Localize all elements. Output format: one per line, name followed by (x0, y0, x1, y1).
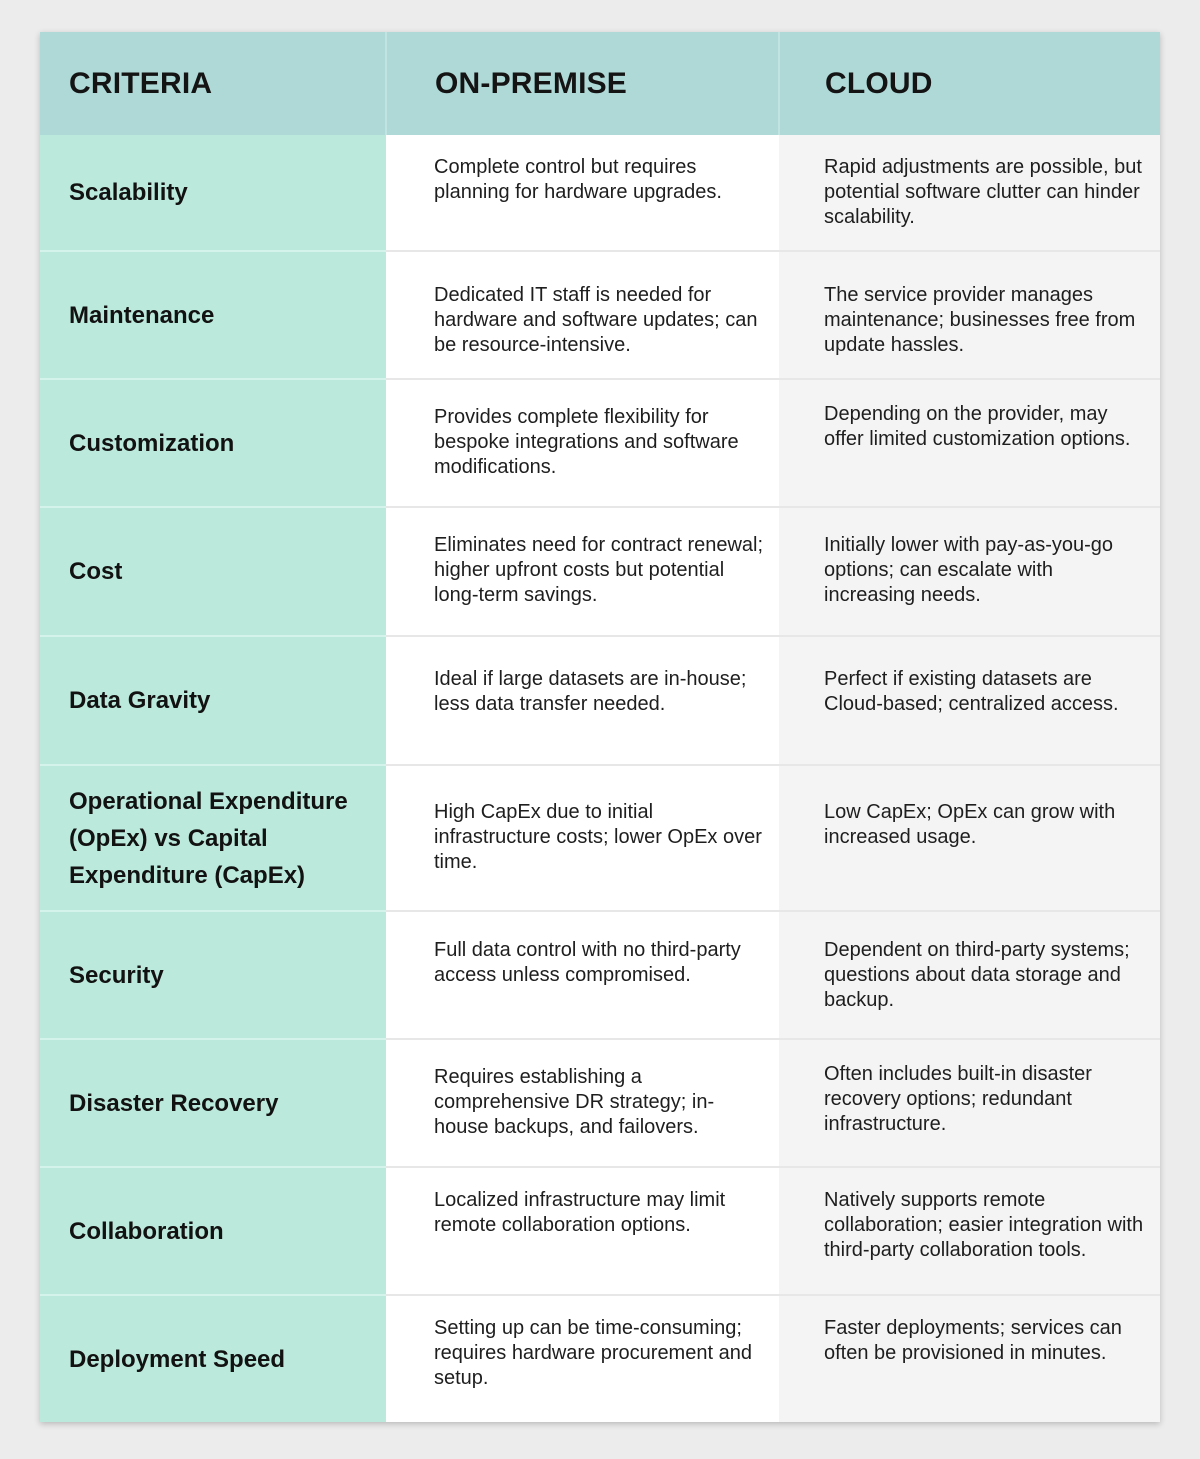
row-cloud: Perfect if existing datasets are Cloud-based; centralized access. (779, 636, 1160, 765)
row-on-premise: Ideal if large datasets are in-house; less data transfer needed. (386, 636, 779, 765)
row-criteria: Customization (40, 379, 386, 507)
row-cloud: Faster deployments; services can often be provisioned in minutes. (779, 1295, 1160, 1422)
row-cloud: Rapid adjustments are possible, but potential software clutter can hinder scalability. (779, 135, 1160, 251)
row-cloud: Initially lower with pay-as-you-go options; can escalate with increasing needs. (779, 507, 1160, 636)
row-cloud: The service provider manages maintenance; businesses free from update hassles. (779, 251, 1160, 379)
row-cloud: Natively supports remote collaboration; easier integration with third-party collaboration tools. (779, 1167, 1160, 1295)
header-row (40, 32, 1160, 135)
row-criteria: Deployment Speed (40, 1295, 386, 1422)
table-row (40, 1167, 1160, 1295)
row-on-premise: Dedicated IT staff is needed for hardware and software updates; can be resource-intensive. (386, 251, 779, 379)
row-on-premise: Requires establishing a comprehensive DR strategy; in-house backups, and failovers. (386, 1039, 779, 1167)
row-cloud: Often includes built-in disaster recovery options; redundant infrastructure. (779, 1039, 1160, 1167)
header-on-premise: ON-PREMISE (386, 32, 779, 135)
row-criteria: Maintenance (40, 251, 386, 379)
row-cloud: Dependent on third-party systems; questions about data storage and backup. (779, 911, 1160, 1039)
row-criteria: Collaboration (40, 1167, 386, 1295)
row-criteria: Disaster Recovery (40, 1039, 386, 1167)
row-cloud: Low CapEx; OpEx can grow with increased usage. (779, 765, 1160, 911)
table-row (40, 379, 1160, 507)
row-on-premise: Eliminates need for contract renewal; higher upfront costs but potential long-term savings. (386, 507, 779, 636)
table-row (40, 507, 1160, 636)
row-on-premise: Provides complete flexibility for bespoke integrations and software modifications. (386, 379, 779, 507)
table-row (40, 1295, 1160, 1422)
row-on-premise: High CapEx due to initial infrastructure costs; lower OpEx over time. (386, 765, 779, 911)
row-on-premise: Localized infrastructure may limit remote collaboration options. (386, 1167, 779, 1295)
row-on-premise: Full data control with no third-party access unless compromised. (386, 911, 779, 1039)
table-row (40, 135, 1160, 251)
table-header (40, 32, 1160, 135)
row-cloud: Depending on the provider, may offer limited customization options. (779, 379, 1160, 507)
row-on-premise: Complete control but requires planning for hardware upgrades. (386, 135, 779, 251)
table-row (40, 911, 1160, 1039)
row-criteria: Data Gravity (40, 636, 386, 765)
table-row (40, 765, 1160, 911)
header-cloud: CLOUD (779, 32, 1160, 135)
row-criteria: Cost (40, 507, 386, 636)
row-criteria: Security (40, 911, 386, 1039)
table-row (40, 251, 1160, 379)
table-body (40, 135, 1160, 1422)
row-criteria: Operational Expenditure (OpEx) vs Capital Expenditure (CapEx) (40, 765, 386, 911)
row-on-premise: Setting up can be time-consuming; requires hardware procurement and setup. (386, 1295, 779, 1422)
row-criteria: Scalability (40, 135, 386, 251)
table-row (40, 636, 1160, 765)
comparison-table-card (40, 32, 1160, 1422)
header-criteria: CRITERIA (40, 32, 386, 135)
comparison-table (40, 32, 1160, 1422)
table-row (40, 1039, 1160, 1167)
